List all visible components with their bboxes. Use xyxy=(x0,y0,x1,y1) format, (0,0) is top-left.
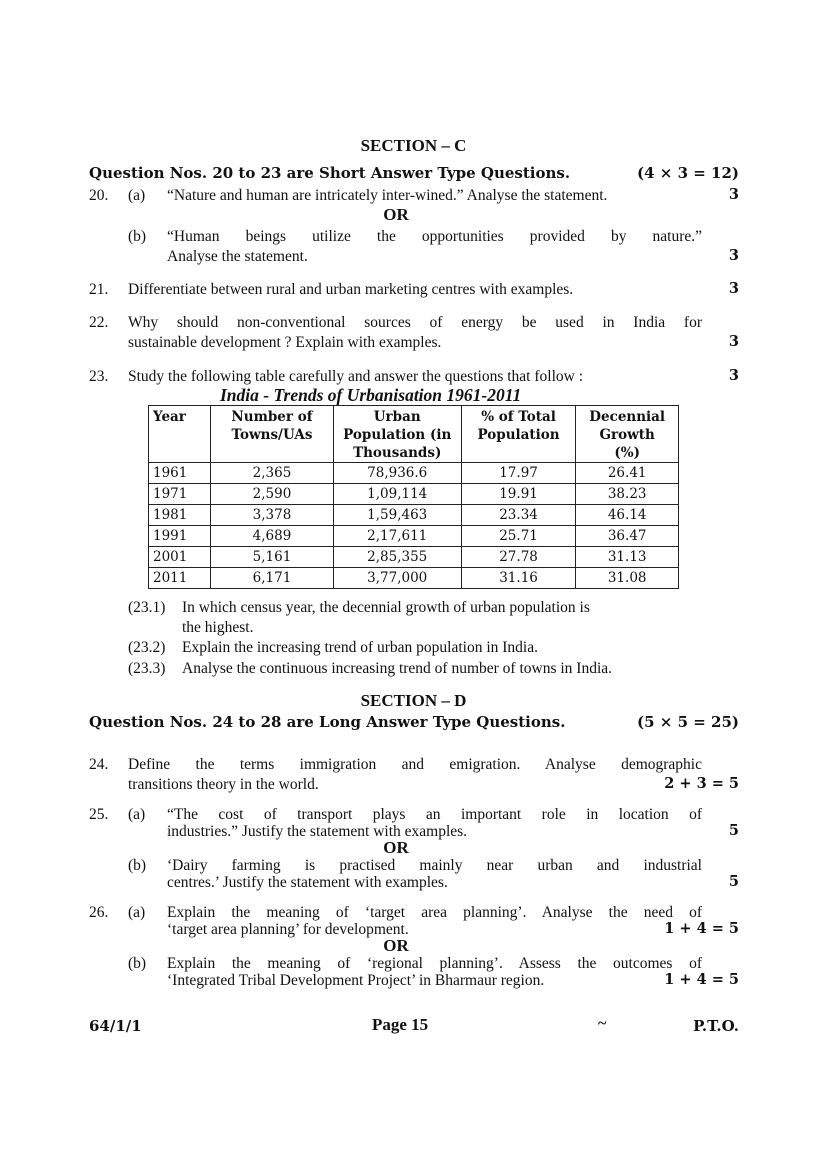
cell-urban-population: 1,59,463 xyxy=(333,505,461,526)
section-d-title: SECTION – D xyxy=(360,691,467,710)
cell-decennial-growth: 31.13 xyxy=(576,547,679,568)
question-text: Why should non-conventional sources of energy be used in India for xyxy=(128,314,702,331)
option-label: (a) xyxy=(128,904,146,921)
cell-percent-total: 27.78 xyxy=(461,547,576,568)
subquestion-label: (23.2) xyxy=(128,639,166,656)
column-header-line: Population xyxy=(477,427,560,443)
pto-label: P.T.O. xyxy=(693,1017,739,1035)
cell-towns: 3,378 xyxy=(211,505,333,526)
cell-percent-total: 31.16 xyxy=(461,568,576,589)
section-d-marks: (5 × 5 = 25) xyxy=(637,713,739,731)
column-header-line: Growth xyxy=(599,427,655,443)
question-text: Explain the meaning of ‘target area planning’. Analyse the need of xyxy=(167,904,702,921)
cell-decennial-growth: 31.08 xyxy=(576,568,679,589)
marks: 2 + 3 = 5 xyxy=(664,775,739,792)
option-label: (a) xyxy=(128,806,146,823)
question-text: Study the following table carefully and answer the questions that follow : xyxy=(128,368,583,385)
cell-year: 2001 xyxy=(149,547,211,568)
section-c-marks: (4 × 3 = 12) xyxy=(637,164,739,182)
section-c-title: SECTION – C xyxy=(360,136,467,155)
column-header-line: Urban xyxy=(373,409,421,425)
cell-year: 2011 xyxy=(149,568,211,589)
question-text: sustainable development ? Explain with examples. xyxy=(128,334,442,351)
cell-urban-population: 2,85,355 xyxy=(333,547,461,568)
question-number: 25. xyxy=(89,806,109,823)
marks: 3 xyxy=(728,186,739,203)
cell-urban-population: 78,936.6 xyxy=(333,463,461,484)
option-label: (b) xyxy=(128,228,147,245)
subquestion-label: (23.1) xyxy=(128,599,166,616)
cell-percent-total: 25.71 xyxy=(461,526,576,547)
paper-code: 64/1/1 xyxy=(89,1017,142,1035)
question-number: 20. xyxy=(89,187,109,204)
table-header-row xyxy=(149,406,679,463)
cell-percent-total: 23.34 xyxy=(461,505,576,526)
column-header-year xyxy=(149,406,211,463)
cell-decennial-growth: 38.23 xyxy=(576,484,679,505)
section-d-instruction: Question Nos. 24 to 28 are Long Answer Type Questions. xyxy=(89,713,566,731)
column-header-line: Population (in xyxy=(343,427,452,443)
cell-decennial-growth: 46.14 xyxy=(576,505,679,526)
subquestion-label: (23.3) xyxy=(128,660,166,677)
question-text: ‘target area planning’ for development. xyxy=(167,921,409,938)
column-header-line: Number of xyxy=(231,409,313,425)
table-row xyxy=(149,568,679,589)
marks: 3 xyxy=(728,247,739,264)
question-number: 26. xyxy=(89,904,109,921)
section-c-instruction: Question Nos. 20 to 23 are Short Answer Type Questions. xyxy=(89,164,571,182)
cell-year: 1971 xyxy=(149,484,211,505)
cell-year: 1961 xyxy=(149,463,211,484)
option-label: (b) xyxy=(128,857,147,874)
or-divider: OR xyxy=(383,838,409,857)
subquestion-text: Analyse the continuous increasing trend of number of towns in India. xyxy=(182,660,613,677)
marks: 3 xyxy=(728,367,739,384)
table-row xyxy=(149,484,679,505)
column-header-line: Towns/UAs xyxy=(231,427,313,443)
marks: 1 + 4 = 5 xyxy=(664,971,739,988)
cell-decennial-growth: 36.47 xyxy=(576,526,679,547)
column-header-line: Decennial xyxy=(589,409,666,425)
question-number: 24. xyxy=(89,756,109,773)
question-text: centres.’ Justify the statement with examples. xyxy=(167,874,448,891)
tilde-mark: ~ xyxy=(598,1015,607,1032)
cell-urban-population: 1,09,114 xyxy=(333,484,461,505)
cell-percent-total: 17.97 xyxy=(461,463,576,484)
table-title: India - Trends of Urbanisation 1961-2011 xyxy=(220,385,522,405)
subquestion-text: the highest. xyxy=(182,619,254,636)
question-text: Differentiate between rural and urban marketing centres with examples. xyxy=(128,281,574,298)
table-row xyxy=(149,505,679,526)
column-header-decennial-growth xyxy=(576,406,679,463)
question-text: ‘Dairy farming is practised mainly near urban and industrial xyxy=(167,857,702,874)
question-text: industries.” Justify the statement with examples. xyxy=(167,823,468,840)
cell-urban-population: 3,77,000 xyxy=(333,568,461,589)
subquestion-text: Explain the increasing trend of urban population in India. xyxy=(182,639,538,656)
question-text: “The cost of transport plays an important role in location of xyxy=(167,806,702,823)
marks: 3 xyxy=(728,280,739,297)
table-row xyxy=(149,526,679,547)
cell-percent-total: 19.91 xyxy=(461,484,576,505)
cell-towns: 5,161 xyxy=(211,547,333,568)
cell-urban-population: 2,17,611 xyxy=(333,526,461,547)
question-text: Define the terms immigration and emigration. Analyse demographic xyxy=(128,756,702,773)
question-text: “Nature and human are intricately inter-wined.” Analyse the statement. xyxy=(167,187,608,204)
cell-decennial-growth: 26.41 xyxy=(576,463,679,484)
cell-towns: 2,590 xyxy=(211,484,333,505)
marks: 3 xyxy=(728,333,739,350)
column-header-urban-population xyxy=(333,406,461,463)
cell-towns: 6,171 xyxy=(211,568,333,589)
marks: 5 xyxy=(728,822,739,839)
or-divider: OR xyxy=(383,205,409,224)
cell-year: 1981 xyxy=(149,505,211,526)
column-header-towns xyxy=(211,406,333,463)
column-header-line: % of Total xyxy=(481,409,556,425)
option-label: (a) xyxy=(128,187,146,204)
table-body xyxy=(149,463,679,589)
question-text: Analyse the statement. xyxy=(167,248,308,265)
marks: 1 + 4 = 5 xyxy=(664,920,739,937)
question-number: 22. xyxy=(89,314,109,331)
column-header-percent-total xyxy=(461,406,576,463)
question-number: 21. xyxy=(89,281,109,298)
cell-year: 1991 xyxy=(149,526,211,547)
question-number: 23. xyxy=(89,368,109,385)
option-label: (b) xyxy=(128,955,147,972)
question-text: ‘Integrated Tribal Development Project’ in Bharmaur region. xyxy=(167,972,545,989)
column-header-line: Thousands) xyxy=(353,445,442,461)
table-row xyxy=(149,463,679,484)
page-number: Page 15 xyxy=(372,1015,429,1034)
table-row xyxy=(149,547,679,568)
question-text: Explain the meaning of ‘regional planning’. Assess the outcomes of xyxy=(167,955,702,972)
question-text: transitions theory in the world. xyxy=(128,776,319,793)
subquestion-text: In which census year, the decennial growth of urban population is xyxy=(182,599,590,616)
or-divider: OR xyxy=(383,936,409,955)
marks: 5 xyxy=(728,873,739,890)
question-text: “Human beings utilize the opportunities provided by nature.” xyxy=(167,228,702,245)
cell-towns: 4,689 xyxy=(211,526,333,547)
column-header-line: (%) xyxy=(614,445,640,461)
cell-towns: 2,365 xyxy=(211,463,333,484)
urbanisation-table xyxy=(148,405,679,589)
column-header-line: Year xyxy=(153,409,186,425)
